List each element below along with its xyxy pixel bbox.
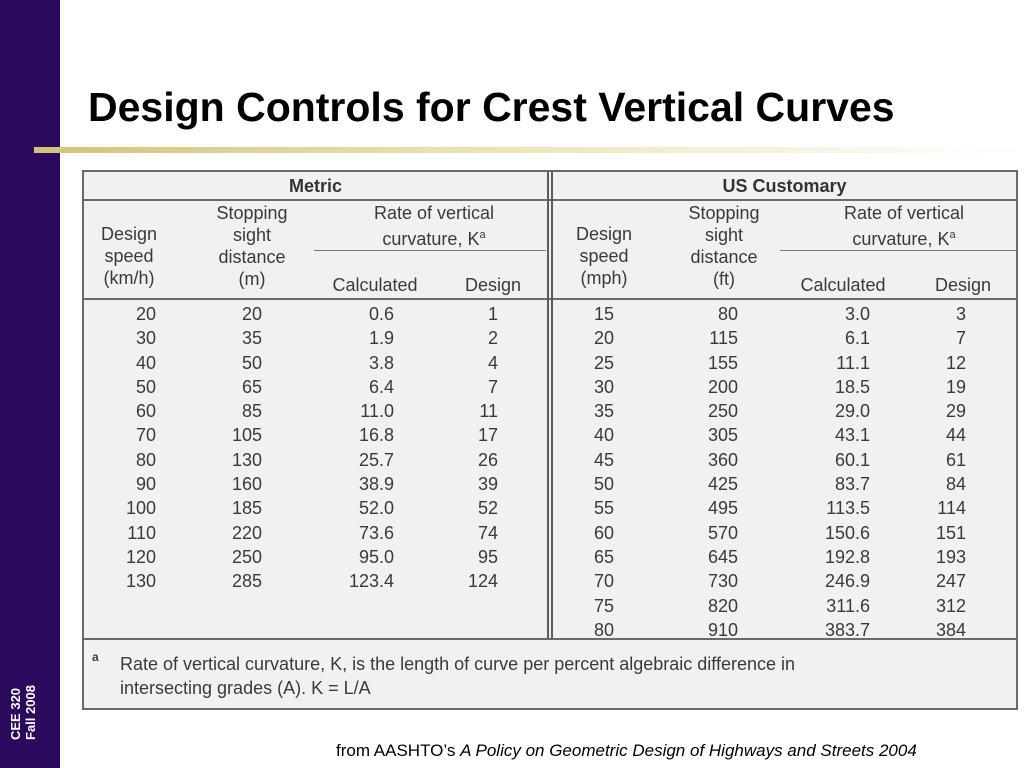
table-cell: 4 xyxy=(487,352,498,373)
table-cell: 110 xyxy=(127,522,156,543)
table-cell: 50 xyxy=(241,352,262,373)
table-cell: 35 xyxy=(593,401,614,422)
table-cell: 65 xyxy=(241,376,262,397)
table-cell: 151 xyxy=(935,522,966,543)
metric-calculated-header: Calculated xyxy=(332,275,418,295)
table-cell: 25.7 xyxy=(358,449,394,470)
table-cell: 115 xyxy=(709,328,738,349)
metric-speed-header: Design speed (km/h) xyxy=(100,224,158,288)
table-cell: 200 xyxy=(707,376,738,397)
table-cell: 0.6 xyxy=(368,304,394,324)
table-cell: 95 xyxy=(477,546,498,567)
us-calculated-column xyxy=(784,302,870,642)
metric-distance-header: Stopping sight distance (m) xyxy=(216,203,288,289)
table-cell: 247 xyxy=(935,571,966,592)
course-label xyxy=(8,685,38,740)
table-cell: 17 xyxy=(477,425,498,446)
section-divider xyxy=(547,172,553,638)
table-cell: 124 xyxy=(467,571,498,592)
table-cell: 30 xyxy=(593,376,614,397)
table-cell: 29 xyxy=(945,401,966,422)
table-cell: 384 xyxy=(935,619,966,640)
metric-calculated-column xyxy=(314,302,394,594)
table-cell: 3.8 xyxy=(368,352,394,373)
table-cell: 35 xyxy=(241,328,262,349)
table-cell: 38.9 xyxy=(358,474,394,495)
table-cell: 3.0 xyxy=(844,304,870,324)
table-cell: 150.6 xyxy=(824,522,870,543)
us-distance-header: Stopping sight distance (ft) xyxy=(688,203,760,289)
table-cell: 15 xyxy=(593,304,614,324)
table-cell: 25 xyxy=(593,352,614,373)
table-cell: 80 xyxy=(593,619,614,640)
table-cell: 12 xyxy=(945,352,966,373)
table-cell: 130 xyxy=(231,449,262,470)
table-cell: 19 xyxy=(945,376,966,397)
us-rate-header: Rate of vertical curvature, $K^a$ xyxy=(843,203,965,249)
table-cell: 155 xyxy=(707,352,738,373)
table-cell: 11 xyxy=(479,401,498,422)
table-cell: 74 xyxy=(477,522,498,543)
table-cell: 39 xyxy=(477,474,498,495)
table-cell: 246.9 xyxy=(824,571,870,592)
table-cell: 11.1 xyxy=(836,352,870,373)
table-cell: 11.0 xyxy=(360,401,394,422)
table-cell: 95.0 xyxy=(358,546,394,567)
table-cell: 61 xyxy=(945,449,966,470)
table-cell: 60 xyxy=(135,401,156,422)
table-cell: 60.1 xyxy=(834,449,870,470)
table-cell: 40 xyxy=(593,425,614,446)
table-cell: 20 xyxy=(241,304,262,324)
us-design-column xyxy=(914,302,966,642)
course-code: CEE 320 xyxy=(8,687,23,740)
slide-sidebar xyxy=(0,0,60,768)
table-cell: 114 xyxy=(937,498,966,519)
table-cell: 495 xyxy=(707,498,738,519)
table-cell: 26 xyxy=(477,449,498,470)
table-cell: 185 xyxy=(231,498,262,519)
table-cell: 7 xyxy=(955,328,966,349)
table-cell: 192.8 xyxy=(824,546,870,567)
table-cell: 43.1 xyxy=(834,425,870,446)
footnote-marker: a xyxy=(92,650,99,664)
table-cell: 73.6 xyxy=(358,522,394,543)
table-cell: 52 xyxy=(477,498,498,519)
table-cell: 312 xyxy=(935,595,966,616)
table-cell: 1 xyxy=(487,304,498,324)
us-speed-header: Design speed (mph) xyxy=(575,224,633,288)
metric-design-column xyxy=(434,302,498,594)
metric-rate-header: Rate of vertical curvature, $K^a$ xyxy=(373,203,495,249)
slide-title: Design Controls for Crest Vertical Curves xyxy=(88,84,895,130)
metric-section-header: Metric xyxy=(288,176,342,196)
table-cell: 55 xyxy=(593,498,614,519)
design-controls-table xyxy=(82,170,1018,710)
metric-distance-column xyxy=(204,302,262,594)
us-design-header: Design xyxy=(934,275,992,295)
table-cell: 18.5 xyxy=(834,376,870,397)
table-cell: 425 xyxy=(707,474,738,495)
table-cell: 910 xyxy=(707,619,738,640)
table-cell: 3 xyxy=(955,304,966,324)
table-cell: 20 xyxy=(135,304,156,324)
table-cell: 80 xyxy=(135,449,156,470)
table-cell: 45 xyxy=(593,449,614,470)
table-cell: 50 xyxy=(135,376,156,397)
table-cell: 820 xyxy=(707,595,738,616)
table-cell: 120 xyxy=(125,546,156,567)
us-section-header: US Customary xyxy=(722,176,847,196)
table-cell: 6.4 xyxy=(368,376,394,397)
table-cell: 730 xyxy=(707,571,738,592)
us-calculated-header: Calculated xyxy=(800,275,886,295)
table-cell: 123.4 xyxy=(348,571,394,592)
table-cell: 130 xyxy=(125,571,156,592)
table-cell: 20 xyxy=(593,328,614,349)
table-cell: 84 xyxy=(945,474,966,495)
metric-speed-column xyxy=(104,302,156,594)
us-distance-column xyxy=(674,302,738,642)
table-cell: 250 xyxy=(231,546,262,567)
table-cell: 65 xyxy=(593,546,614,567)
table-cell: 305 xyxy=(707,425,738,446)
table-cell: 70 xyxy=(135,425,156,446)
table-cell: 160 xyxy=(231,474,262,495)
table-cell: 16.8 xyxy=(358,425,394,446)
table-cell: 570 xyxy=(707,522,738,543)
table-cell: 311.6 xyxy=(826,595,870,616)
table-cell: 2 xyxy=(487,328,498,349)
source-citation: from AASHTO’s A Policy on Geometric Design of Highways and Streets 2004 xyxy=(336,741,917,760)
title-underline xyxy=(34,147,1024,153)
table-cell: 1.9 xyxy=(368,328,394,349)
metric-rate-rule xyxy=(314,250,546,251)
table-cell: 85 xyxy=(241,401,262,422)
table-cell: 44 xyxy=(945,425,966,446)
table-cell: 113.5 xyxy=(826,498,870,519)
table-cell: 645 xyxy=(707,546,738,567)
table-cell: 75 xyxy=(593,595,614,616)
table-cell: 220 xyxy=(231,522,262,543)
metric-design-header: Design xyxy=(464,275,522,295)
table-cell: 83.7 xyxy=(834,474,870,495)
table-cell: 6.1 xyxy=(844,328,870,349)
table-cell: 70 xyxy=(593,571,614,592)
table-cell: 40 xyxy=(135,352,156,373)
table-cell: 29.0 xyxy=(834,401,870,422)
table-cell: 30 xyxy=(135,328,156,349)
table-cell: 100 xyxy=(125,498,156,519)
footnote-rule xyxy=(84,638,1016,640)
table-cell: 105 xyxy=(231,425,262,446)
us-speed-column xyxy=(574,302,614,642)
table-cell: 60 xyxy=(593,522,614,543)
table-cell: 383.7 xyxy=(824,619,870,640)
table-cell: 50 xyxy=(593,474,614,495)
footnote-text: Rate of vertical curvature, K, is the length of curve per percent algebraic difference in intersecting grades (A). K = L/A xyxy=(120,654,796,698)
table-cell: 80 xyxy=(717,304,738,324)
table-cell: 7 xyxy=(487,376,498,397)
course-term: Fall 2008 xyxy=(23,685,38,740)
table-cell: 360 xyxy=(707,449,738,470)
us-rate-rule xyxy=(780,250,1016,251)
table-cell: 90 xyxy=(135,474,156,495)
table-cell: 193 xyxy=(935,546,966,567)
table-cell: 285 xyxy=(231,571,262,592)
table-cell: 250 xyxy=(707,401,738,422)
table-cell: 52.0 xyxy=(358,498,394,519)
